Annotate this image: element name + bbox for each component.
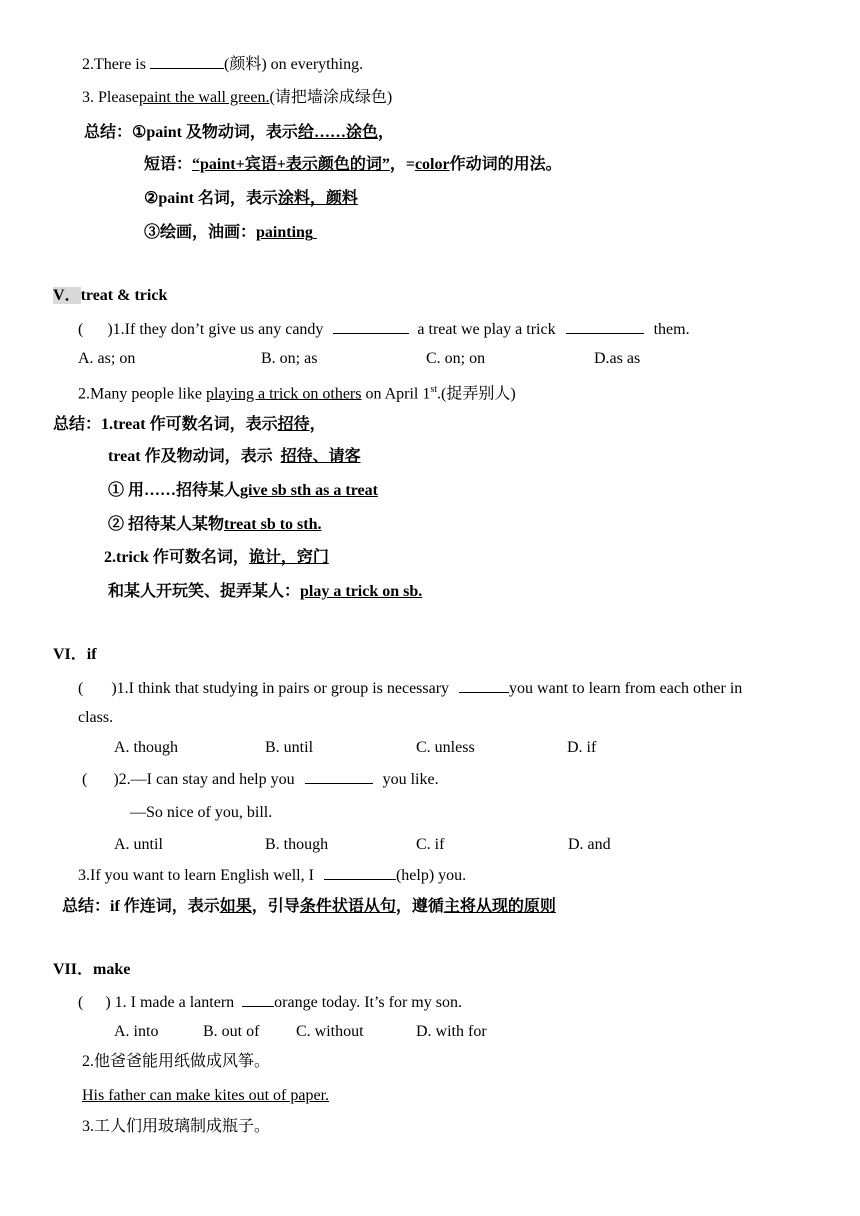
- answer-blank[interactable]: [242, 992, 274, 1007]
- option-c[interactable]: C. if: [416, 836, 445, 853]
- sec6-question-2: ( )2.—I can stay and help you you like.: [82, 771, 439, 788]
- sec5-question-1: ( )1.If they don’t give us any candy a treat we play a trick them.: [78, 321, 690, 338]
- option-d[interactable]: D. if: [567, 739, 597, 756]
- sec6-question-3: 3.If you want to learn English well, I (help) you.: [78, 867, 467, 884]
- sec4-phrase: 短语：“paint+宾语+表示颜色的词”，=color作动词的用法。: [144, 156, 562, 173]
- sec5-summary-5: 2.trick 作可数名词，诡计，窍门: [104, 549, 329, 566]
- option-b[interactable]: B. on; as: [261, 350, 318, 367]
- option-c[interactable]: C. without: [296, 1023, 364, 1040]
- sec4-question-3: 3. Pleasepaint the wall green.(请把墙涂成绿色): [82, 89, 393, 106]
- sec5-summary-4: ② 招待某人某物treat sb to sth.: [108, 516, 322, 533]
- option-a[interactable]: A. into: [114, 1023, 159, 1040]
- option-a[interactable]: A. until: [114, 836, 163, 853]
- sec4-summary-2: ②paint 名词，表示涂料，颜料: [144, 190, 358, 207]
- option-c[interactable]: C. on; on: [426, 350, 486, 367]
- option-c[interactable]: C. unless: [416, 739, 475, 756]
- sec5-summary-1: 总结：1.treat 作可数名词，表示招待，: [53, 414, 326, 433]
- answer-blank[interactable]: [324, 865, 396, 880]
- sec7-question-2: 2.他爸爸能用纸做成风筝。: [82, 1053, 271, 1070]
- answer-blank[interactable]: [566, 319, 644, 334]
- option-b[interactable]: B. until: [265, 739, 314, 756]
- sec7-question-2-answer: His father can make kites out of paper.: [82, 1087, 330, 1104]
- option-a[interactable]: A. though: [114, 739, 178, 756]
- section-heading-v: V．treat & trick: [53, 287, 168, 304]
- answer-blank[interactable]: [305, 769, 373, 784]
- sec7-question-1: ( ) 1. I made a lantern orange today. It’s for my son.: [78, 994, 462, 1011]
- answer-blank[interactable]: [459, 678, 509, 693]
- sec6-summary: 总结：if 作连词，表示如果，引导条件状语从句，遵循主将从现的原则: [62, 898, 556, 915]
- sec5-summary-6: 和某人开玩笑、捉弄某人：play a trick on sb.: [108, 583, 423, 600]
- sec7-question-3: 3.工人们用玻璃制成瓶子。: [82, 1118, 271, 1135]
- section-heading-vii: VII．make: [53, 961, 131, 978]
- option-a[interactable]: A. as; on: [78, 350, 136, 367]
- sec5-question-2: 2.Many people like playing a trick on others on April 1st.(捉弄别人): [78, 384, 516, 403]
- sec6-question-1-cont: class.: [78, 709, 114, 726]
- answer-blank[interactable]: [150, 54, 224, 69]
- option-b[interactable]: B. though: [265, 836, 329, 853]
- option-d[interactable]: D. and: [568, 836, 611, 853]
- sec4-question-2: 2.There is (颜料) on everything.: [82, 56, 364, 73]
- option-d[interactable]: D.as as: [594, 350, 641, 367]
- sec5-summary-3: ① 用……招待某人give sb sth as a treat: [108, 482, 378, 499]
- sec6-question-1: ( )1.I think that studying in pairs or group is necessary you want to learn from each other in: [78, 680, 743, 697]
- section-heading-vi: VI．if: [53, 646, 97, 663]
- sec4-summary-1: 总结：①paint 及物动词，表示给……涂色，: [84, 122, 394, 141]
- answer-blank[interactable]: [333, 319, 409, 334]
- sec4-summary-3: ③绘画，油画：painting: [144, 224, 313, 241]
- sec5-summary-2: treat 作及物动词，表示 招待、请客: [108, 448, 361, 465]
- sec6-question-2-reply: —So nice of you, bill.: [130, 804, 273, 821]
- option-d[interactable]: D. with for: [416, 1023, 487, 1040]
- option-b[interactable]: B. out of: [203, 1023, 260, 1040]
